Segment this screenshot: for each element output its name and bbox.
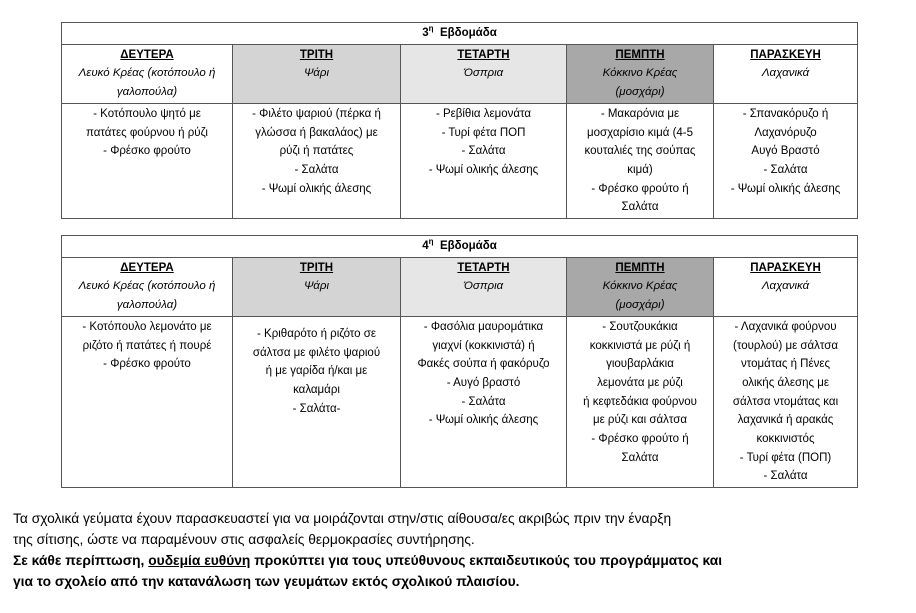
week-3-header-wednesday: ΤΕΤΑΡΤΗ Όσπρια	[401, 44, 567, 103]
week-4-dish-tuesday: - Κριθαρότο ή ριζότο σε σάλτσα με φιλέτο ψαριού ή με γαρίδα ή/και με καλαμάρι - Σαλάτα-	[233, 316, 401, 487]
week-4-dish-wednesday: - Φασόλια μαυρομάτικα γιαχνί (κοκκινιστά) ή Φακές σούπα ή φακόρυζο - Αυγό βραστό - Σαλάτα - Ψωμί ολικής άλεσης	[401, 316, 567, 487]
footer-line-2: της σίτισης, ώστε να παραμένουν στις ασφαλείς θερμοκρασίες συντήρησης.	[13, 532, 475, 547]
week-3-table	[61, 22, 858, 219]
disclaimer-pre: Σε κάθε περίπτωση,	[13, 553, 149, 568]
footer-disclaimer	[13, 550, 903, 571]
week-4-dish-thursday: - Σουτζουκάκια κοκκινιστά με ρύζι ή γιουβαρλάκια λεμονάτα με ρύζι ή κεφτεδάκια φούρνου με ρύζι και σάλτσα - Φρέσκο φρούτο ή Σαλάτα	[567, 316, 714, 487]
week-4-table	[61, 235, 858, 488]
week-3-header-thursday: ΠΕΜΠΤΗ Κόκκινο Κρέας (μοσχάρι)	[567, 44, 714, 103]
week-4-header-thursday: ΠΕΜΠΤΗ Κόκκινο Κρέας (μοσχάρι)	[567, 257, 714, 316]
week-4-title: $4^\eta$ Εβδομάδα	[62, 236, 858, 258]
week-4-header-tuesday: ΤΡΙΤΗ Ψάρι	[233, 257, 401, 316]
week-3-dish-thursday: - Μακαρόνια με μοσχαρίσιο κιμά (4-5 κουταλιές της σούπας κιμά) - Φρέσκο φρούτο ή Σαλάτα	[567, 103, 714, 218]
week-4-header-monday: ΔΕΥΤΕΡΑ Λευκό Κρέας (κοτόπουλο ή γαλοπούλα)	[62, 257, 233, 316]
disclaimer-underlined: ουδεμία ευθύνη	[148, 553, 251, 568]
disclaimer-post: προκύπτει για τους υπεύθυνους εκπαιδευτικούς του προγράμματος και	[250, 553, 723, 568]
footer-notice	[13, 508, 903, 592]
week-3-header-tuesday: ΤΡΙΤΗ Ψάρι	[233, 44, 401, 103]
week-3-dish-tuesday: - Φιλέτο ψαριού (πέρκα ή γλώσσα ή βακαλάος) με ρύζι ή πατάτες - Σαλάτα - Ψωμί ολικής άλεσης	[233, 103, 401, 218]
week-4-dish-friday: - Λαχανικά φούρνου (τουρλού) με σάλτσα ντομάτας ή Πένες ολικής άλεσης με σάλτσα ντομάτας και λαχανικά ή αρακάς κοκκινιστός - Τυρί φέτα (ΠΟΠ) - Σαλάτα	[714, 316, 858, 487]
week-3-dish-monday: - Κοτόπουλο ψητό με πατάτες φούρνου ή ρύζι - Φρέσκο φρούτο	[62, 103, 233, 218]
week-3-dish-wednesday: - Ρεβίθια λεμονάτα - Τυρί φέτα ΠΟΠ - Σαλάτα - Ψωμί ολικής άλεσης	[401, 103, 567, 218]
week-4-dish-monday: - Κοτόπουλο λεμονάτο με ριζότο ή πατάτες ή πουρέ - Φρέσκο φρούτο	[62, 316, 233, 487]
week-3-header-monday: ΔΕΥΤΕΡΑ Λευκό Κρέας (κοτόπουλο ή γαλοπούλα)	[62, 44, 233, 103]
week-4-header-wednesday: ΤΕΤΑΡΤΗ Όσπρια	[401, 257, 567, 316]
week-4-header-friday: ΠΑΡΑΣΚΕΥΗ Λαχανικά	[714, 257, 858, 316]
week-3-title: $3^\eta$ Εβδομάδα	[62, 23, 858, 45]
week-3-header-friday: ΠΑΡΑΣΚΕΥΗ Λαχανικά	[714, 44, 858, 103]
week-3-dish-friday: - Σπανακόρυζο ή Λαχανόρυζο Αυγό Βραστό - Σαλάτα - Ψωμί ολικής άλεσης	[714, 103, 858, 218]
footer-disclaimer-line-2: για το σχολείο από την κατανάλωση των γευμάτων εκτός σχολικού πλαισίου.	[13, 574, 520, 589]
footer-line-1: Τα σχολικά γεύματα έχουν παρασκευαστεί για να μοιράζονται στην/στις αίθουσα/ες ακριβώς πριν την έναρξη	[13, 511, 672, 526]
